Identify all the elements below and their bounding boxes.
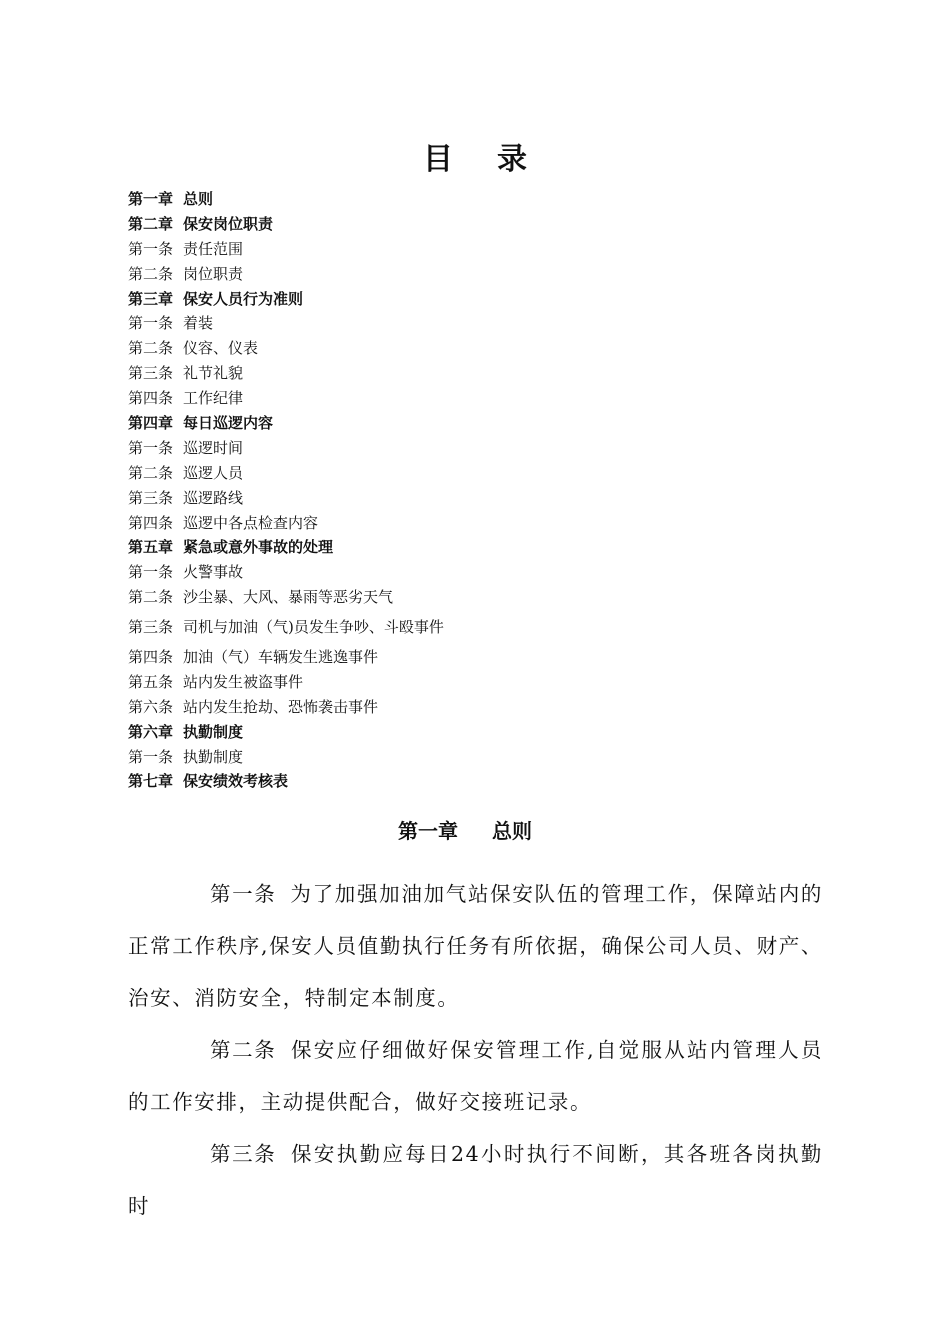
toc-entry-article: [128, 615, 828, 640]
toc-entry-chapter: [128, 769, 828, 794]
toc-entry-number: 第四条: [128, 648, 174, 667]
toc-entry-label: 巡逻中各点检查内容: [183, 513, 319, 532]
toc-entry-number: 第三条: [128, 618, 174, 637]
toc-entry-label: 巡逻路线: [183, 488, 244, 507]
table-of-contents: [128, 187, 828, 794]
toc-entry-number: 第四条: [128, 513, 174, 532]
toc-entry-article: [128, 361, 828, 386]
toc-entry-number: 第三条: [128, 364, 174, 383]
toc-entry-number: 第六条: [128, 697, 174, 716]
toc-entry-number: 第一条: [128, 563, 174, 582]
article-text: 保安应仔细做好保安管理工作,自觉服从站内管理人员的工作安排，主动提供配合，做好交接班记录。: [128, 1038, 823, 1114]
toc-entry-article: [128, 511, 828, 536]
toc-entry-label: 沙尘暴、大风、暴雨等恶劣天气: [183, 588, 394, 607]
article-text: 保安执勤应每日24小时执行不间断，其各班各岗执勤时: [128, 1142, 823, 1218]
article-paragraph: [128, 1128, 823, 1232]
toc-entry-article: [128, 336, 828, 361]
toc-entry-article: [128, 560, 828, 585]
article-number: 第三条: [210, 1142, 277, 1166]
toc-entry-number: 第四章: [128, 414, 174, 433]
article-number: 第二条: [210, 1038, 277, 1062]
toc-entry-label: 巡逻时间: [183, 438, 244, 457]
toc-entry-label: 保安岗位职责: [183, 214, 274, 233]
article-number: 第一条: [210, 882, 277, 906]
toc-entry-label: 仪容、仪表: [183, 339, 259, 358]
article-text: 为了加强加油加气站保安队伍的管理工作，保障站内的正常工作秩序,保安人员值勤执行任务有所依据，确保公司人员、财产、治安、消防安全，特制定本制度。: [128, 882, 823, 1010]
toc-entry-label: 着装: [183, 314, 214, 333]
toc-entry-label: 紧急或意外事故的处理: [183, 538, 334, 557]
toc-entry-chapter: [128, 287, 828, 312]
toc-entry-chapter: [128, 535, 828, 560]
chapter-number: 第一章: [398, 819, 458, 843]
toc-entry-label: 执勤制度: [183, 747, 244, 766]
toc-entry-label: 司机与加油（气)员发生争吵、斗殴事件: [183, 618, 444, 637]
toc-entry-article: [128, 585, 828, 610]
toc-entry-number: 第一条: [128, 438, 174, 457]
toc-entry-label: 工作纪律: [183, 389, 244, 408]
toc-entry-label: 礼节礼貌: [183, 364, 244, 383]
toc-entry-article: [128, 237, 828, 262]
toc-entry-chapter: [128, 187, 828, 212]
toc-entry-article: [128, 695, 828, 720]
toc-entry-number: 第二条: [128, 264, 174, 283]
toc-entry-chapter: [128, 212, 828, 237]
toc-entry-article: [128, 386, 828, 411]
toc-entry-label: 巡逻人员: [183, 463, 244, 482]
toc-entry-chapter: [128, 411, 828, 436]
toc-entry-number: 第七章: [128, 772, 174, 791]
toc-entry-number: 第五章: [128, 538, 174, 557]
toc-entry-article: [128, 670, 828, 695]
toc-entry-article: [128, 745, 828, 770]
toc-entry-label: 站内发生被盗事件: [183, 672, 304, 691]
article-paragraph: [128, 1024, 823, 1128]
toc-entry-label: 加油（气）车辆发生逃逸事件: [183, 648, 379, 667]
toc-entry-article: [128, 645, 828, 670]
toc-entry-number: 第一条: [128, 314, 174, 333]
toc-entry-number: 第二条: [128, 463, 174, 482]
toc-entry-number: 第六章: [128, 722, 174, 741]
toc-entry-number: 第三章: [128, 289, 174, 308]
toc-entry-label: 火警事故: [183, 563, 244, 582]
toc-entry-article: [128, 436, 828, 461]
toc-entry-number: 第二章: [128, 214, 174, 233]
toc-entry-label: 保安绩效考核表: [183, 772, 289, 791]
toc-entry-label: 总则: [183, 190, 214, 208]
toc-entry-label: 执勤制度: [183, 722, 244, 741]
chapter-heading: [0, 815, 950, 847]
toc-entry-article: [128, 461, 828, 486]
toc-entry-number: 第五条: [128, 672, 174, 691]
toc-entry-label: 责任范围: [183, 239, 244, 258]
toc-entry-article: [128, 262, 828, 287]
toc-entry-number: 第二条: [128, 339, 174, 358]
toc-entry-label: 岗位职责: [183, 264, 244, 283]
toc-entry-number: 第一章: [128, 190, 174, 208]
article-paragraph: [128, 868, 823, 1024]
toc-entry-label: 保安人员行为准则: [183, 289, 304, 308]
toc-entry-number: 第三条: [128, 488, 174, 507]
toc-entry-chapter: [128, 720, 828, 745]
chapter-title: 总则: [492, 819, 532, 843]
toc-entry-number: 第四条: [128, 389, 174, 408]
toc-entry-number: 第一条: [128, 239, 174, 258]
toc-entry-article: [128, 486, 828, 511]
toc-title: 目录: [423, 142, 571, 177]
toc-entry-label: 每日巡逻内容: [183, 414, 274, 433]
toc-entry-number: 第一条: [128, 747, 174, 766]
chapter-body: [128, 868, 823, 1232]
toc-entry-label: 站内发生抢劫、恐怖袭击事件: [183, 697, 379, 716]
toc-entry-number: 第二条: [128, 588, 174, 607]
toc-entry-article: [128, 311, 828, 336]
